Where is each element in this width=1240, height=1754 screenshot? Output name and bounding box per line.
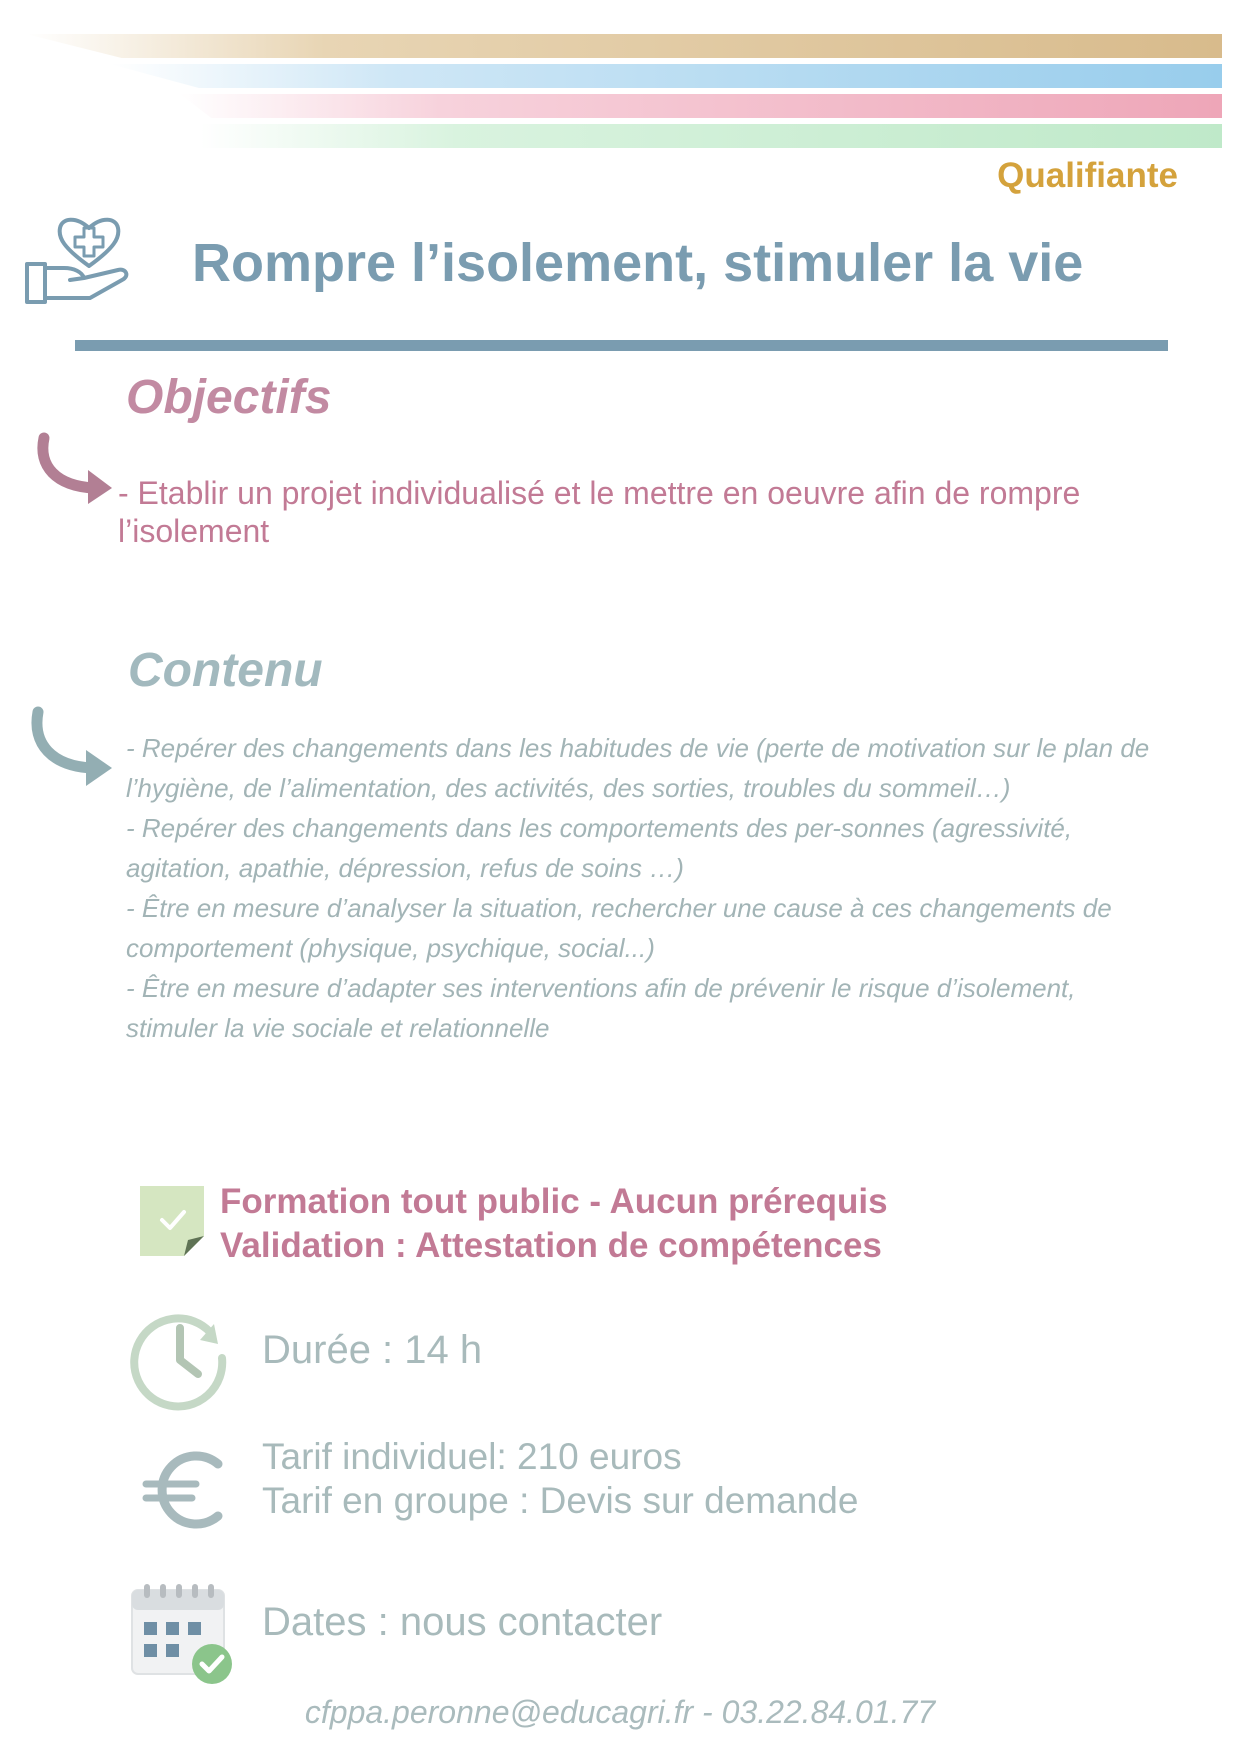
- list-item: - Repérer des changements dans les comportements des per-sonnes (agressivité, agitation, apathie, dépression, refus de soins …): [126, 813, 1073, 883]
- objectifs-heading: Objectifs: [126, 371, 332, 424]
- tarif-individuel-info: Tarif individuel: 210 euros: [262, 1436, 682, 1477]
- checked-note-icon: [138, 1184, 206, 1258]
- tarif-groupe-info: Tarif en groupe : Devis sur demande: [262, 1480, 859, 1521]
- decor-stripe-blue: [110, 64, 1222, 88]
- contenu-list: [126, 728, 1156, 1048]
- euro-icon: [142, 1450, 226, 1530]
- contact-footer: cfppa.peronne@educagri.fr - 03.22.84.01.77: [304, 1694, 936, 1730]
- public-info: Formation tout public - Aucun prérequis: [220, 1182, 888, 1221]
- duree-info: Durée : 14 h: [262, 1328, 483, 1372]
- curved-arrow-icon: [36, 436, 116, 506]
- list-item: - Être en mesure d’analyser la situation, rechercher une cause à ces changements de comportement (physique, psychique, social...): [126, 893, 1112, 963]
- list-item: - Repérer des changements dans les habitudes de vie (perte de motivation sur le plan de l’hygiène, de l’alimentation, des activités, des sorties, troubles du sommeil…): [126, 733, 1150, 803]
- dates-info: Dates : nous contacter: [262, 1600, 663, 1644]
- category-label: Qualifiante: [997, 156, 1178, 195]
- objectif-item: - Etablir un projet individualisé et le mettre en oeuvre afin de rompre l’isolement: [118, 475, 1081, 549]
- clock-icon: [132, 1308, 228, 1404]
- page-title: Rompre l’isolement, stimuler la vie: [192, 233, 1084, 293]
- list-item: - Être en mesure d’adapter ses interventions afin de prévenir le risque d’isolement, stimuler la vie sociale et relationnelle: [126, 973, 1076, 1043]
- decor-stripe-gold: [26, 34, 1222, 58]
- decor-stripe-green: [200, 124, 1222, 148]
- curved-arrow-icon: [30, 710, 116, 786]
- decor-stripe-pink: [180, 94, 1222, 118]
- heart-hand-icon: [24, 206, 134, 306]
- contenu-heading: Contenu: [128, 644, 323, 697]
- calendar-check-icon: [130, 1582, 236, 1686]
- title-divider: [75, 340, 1168, 351]
- validation-info: Validation : Attestation de compétences: [220, 1226, 882, 1265]
